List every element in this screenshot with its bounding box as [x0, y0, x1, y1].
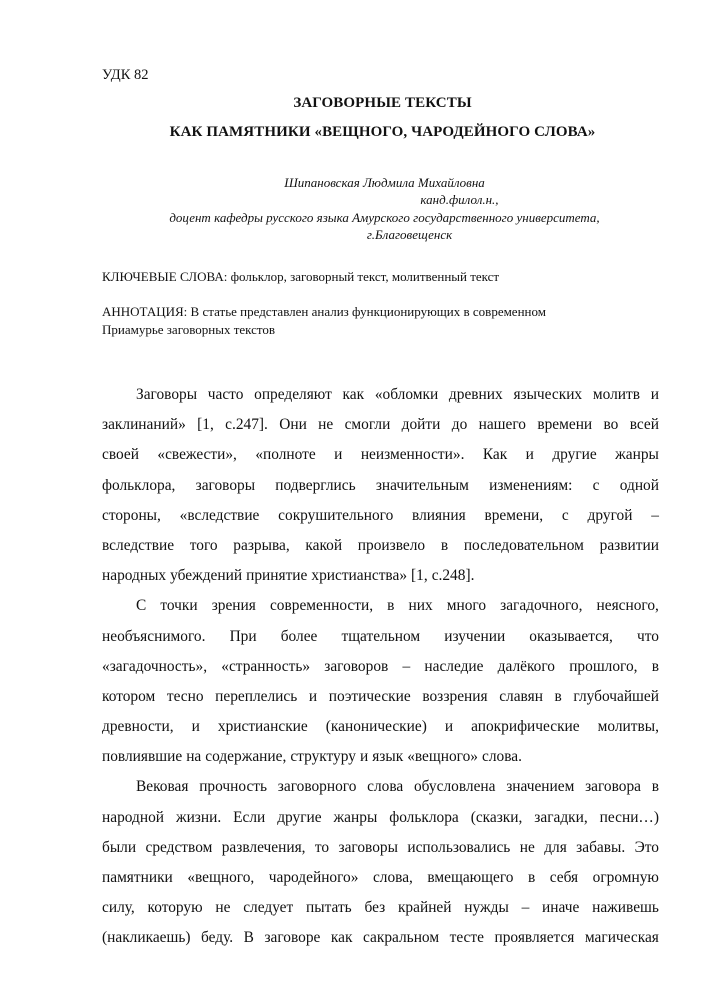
body-line: повлиявшие на содержание, структуру и язык «вещного» слова.	[102, 748, 522, 766]
annotation-line-2: Приамурье заговорных текстов	[102, 321, 276, 337]
author-name: Шипановская Людмила Михайловна	[284, 175, 485, 190]
keywords: КЛЮЧЕВЫЕ СЛОВА: фольклор, заговорный текст, молитвенный текст	[102, 269, 500, 284]
body-line: древности, и христианские (канонические) и апокрифические молитвы,	[102, 718, 659, 736]
author-block	[102, 174, 667, 243]
body-line: С точки зрения современности, в них много загадочного, неясного,	[136, 597, 659, 615]
body-line: фольклора, заговоры подверглись значительным изменениям: с одной	[102, 476, 659, 494]
author-position: доцент кафедры русского языка Амурского государственного университета,	[169, 209, 600, 225]
udk-code: УДК 82	[102, 67, 149, 83]
body-line: народных убеждений принятие христианства» [1, с.248].	[102, 567, 475, 585]
body-line: (накликаешь) беду. В заговоре как сакральном тесте проявляется магическая	[102, 929, 659, 947]
annotation	[102, 303, 662, 338]
body-line: «загадочность», «странность» заговоров – наследие далёкого прошлого, в	[102, 657, 659, 675]
body-line: котором тесно переплелись и поэтические воззрения славян в глубочайшей	[102, 687, 659, 705]
title-line-2: КАК ПАМЯТНИКИ «ВЕЩНОГО, ЧАРОДЕЙНОГО СЛОВА»	[169, 124, 596, 140]
author-degree: канд.филол.н.,	[420, 192, 499, 208]
body-line: Вековая прочность заговорного слова обусловлена значением заговора в	[136, 778, 659, 796]
author-city: г.Благовещенск	[366, 226, 453, 242]
body-line: силу, которую не следует пытать без крайней нужды – иначе наживешь	[102, 899, 659, 917]
article-body	[102, 380, 659, 954]
annotation-line-1: АННОТАЦИЯ: В статье представлен анализ функционирующих в современном	[102, 304, 546, 319]
body-line: своей «свежести», «полноте и неизменности». Как и другие жанры	[102, 446, 659, 464]
body-line: необъяснимого. При более тщательном изучении оказывается, что	[102, 627, 659, 645]
body-line: заклинаний» [1, с.247]. Они не смогли дойти до нашего времени во всей	[102, 416, 659, 434]
body-line: были средством развлечения, то заговоры использовались не для забавы. Это	[102, 838, 659, 856]
body-line: памятники «вещного, чародейного» слова, вмещающего в себя огромную	[102, 869, 659, 886]
body-line: вследствие того разрыва, какой произвело в последовательном развитии	[102, 536, 659, 554]
body-line: народной жизни. Если другие жанры фольклора (сказки, загадки, песни…)	[102, 808, 659, 826]
body-line: Заговоры часто определяют как «обломки древних языческих молитв и	[136, 386, 659, 403]
body-line: стороны, «вследствие сокрушительного влияния времени, с другой –	[102, 506, 659, 524]
title-line-1: ЗАГОВОРНЫЕ ТЕКСТЫ	[293, 95, 472, 111]
